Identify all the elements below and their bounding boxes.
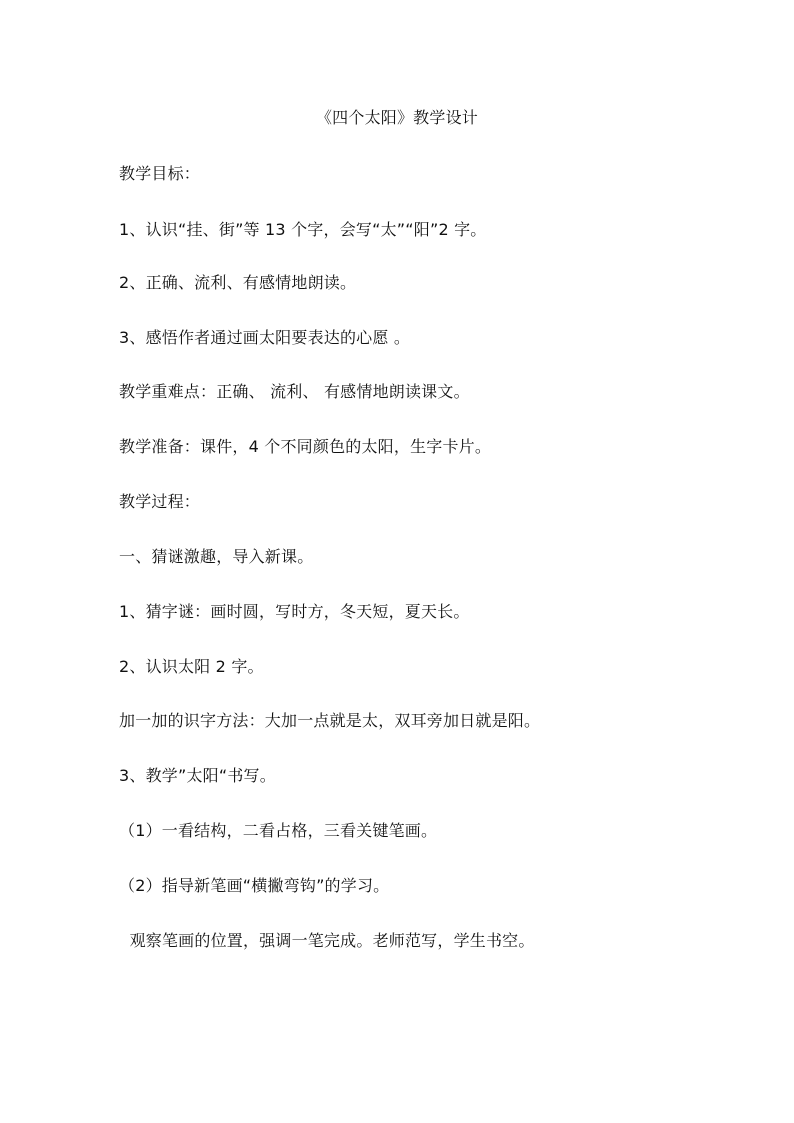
process-item-recognize: 2、认识太阳 2 字。 [119,657,264,676]
objective-item-3: 3、感悟作者通过画太阳要表达的心愿 。 [119,328,411,347]
teaching-preparation: 教学准备：课件，4 个不同颜色的太阳，生字卡片。 [119,437,492,456]
process-step-1: 一、猜谜激趣，导入新课。 [119,547,314,566]
section-heading-objectives: 教学目标： [119,164,201,183]
process-subitem-1: （1）一看结构，二看占格，三看关键笔画。 [119,821,438,840]
process-item-writing: 3、教学”太阳“书写。 [119,766,276,785]
process-subitem-2: （2）指导新笔画“横撇弯钩”的学习。 [119,876,390,895]
document-title: 《四个太阳》教学设计 [315,108,478,127]
key-difficulties: 教学重难点：正确、 流利、 有感情地朗读课文。 [119,382,470,401]
objective-item-1: 1、认识“挂、街”等 13 个字，会写“太”“阳”2 字。 [119,220,487,239]
objective-item-2: 2、正确、流利、有感情地朗读。 [119,273,357,292]
section-heading-process: 教学过程： [119,492,201,511]
process-item-method: 加一加的识字方法：大加一点就是太，双耳旁加日就是阳。 [119,711,541,730]
process-subitem-observe: 观察笔画的位置，强调一笔完成。老师范写，学生书空。 [119,931,535,950]
process-item-riddle: 1、猜字谜：画时圆，写时方，冬天短，夏天长。 [119,602,470,621]
